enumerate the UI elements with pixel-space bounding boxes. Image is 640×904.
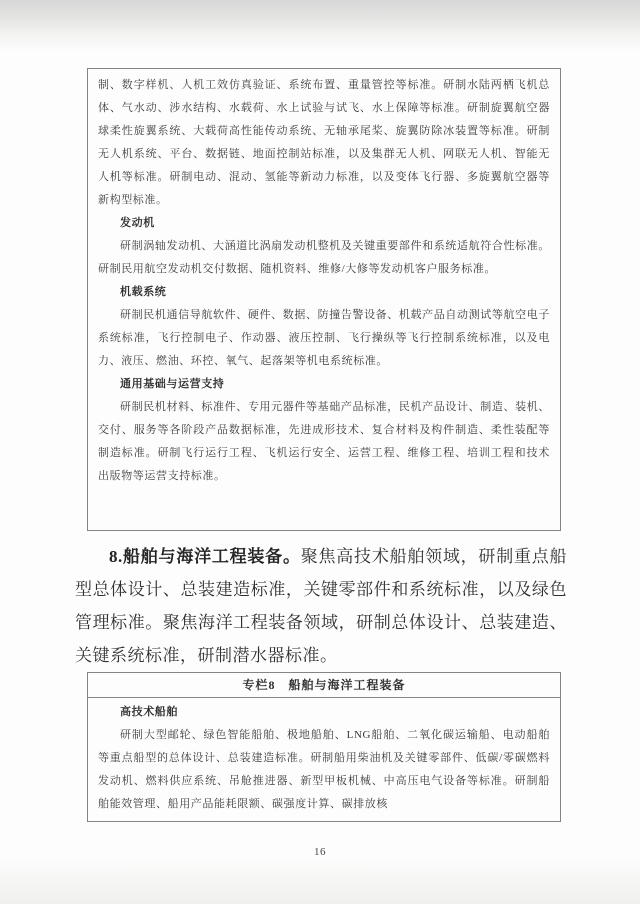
page-number: 16 — [314, 846, 326, 858]
heading-airborne-systems: 机载系统 — [120, 286, 167, 298]
engine-paragraph: 研制涡轴发动机、大涵道比涡扇发动机整机及关键重要部件和系统适航符合性标准。研制民用航空发动机交付数据、随机资料、维修/大修等发动机客户服务标准。 — [98, 240, 550, 275]
heading-high-tech-ships: 高技术船舶 — [120, 706, 178, 718]
scan-artifact-top — [0, 0, 640, 52]
high-tech-ships-paragraph: 研制大型邮轮、绿色智能船舶、极地船舶、LNG船舶、二氧化碳运输船、电动船舶等重点船型的总体设计、总装建造标准。研制船用柴油机及关键零部件、低碳/零碳燃料发动机、燃料供应系统、吊舱推进器、新型甲板机械、中高压电气设备等标准。研制船舶能效管理、船用产品能耗限额、碳强度计算、碳排放核 — [98, 729, 550, 810]
column-box-aviation — [87, 68, 561, 531]
airborne-systems-paragraph: 研制民机通信导航软件、硬件、数据、防撞告警设备、机载产品自动测试等航空电子系统标准，飞行控制电子、作动器、液压控制、飞行操纵等飞行控制系统标准，以及电力、液压、燃油、环控、氧气、起落架等机电系统标准。 — [98, 309, 550, 367]
general-basis-paragraph: 研制民机材料、标准件、专用元器件等基础产品标准，民机产品设计、制造、装机、交付、服务等各阶段产品数据标准，先进成形技术、复合材料及构件制造、柔性装配等制造标准。研制飞行运行工程、飞机运行安全、运营工程、维修工程、培训工程和技术出版物等运营支持标准。 — [98, 401, 550, 482]
aviation-continued-paragraph: 制、数字样机、人机工效仿真验证、系统布置、重量管控等标准。研制水陆两栖飞机总体、气水动、涉水结构、水载荷、水上试验与试飞、水上保障等标准。研制旋翼航空器球柔性旋翼系统、大载荷高性能传动系统、无轴承尾桨、旋翼防除冰装置等标准。研制无人机系统、平台、数据链、地面控制站标准，以及集群无人机、网联无人机、智能无人机等标准。研制电动、混动、氢能等新动力标准，以及变体飞行器、多旋翼航空器等新构型标准。 — [98, 79, 550, 206]
column-box-8-content — [88, 698, 560, 822]
section-8-body: 聚焦高技术船舶领域，研制重点船型总体设计、总装建造标准，关键零部件和系统标准，以及绿色管理标准。聚焦海洋工程装备领域，研制总体设计、总装建造、关键系统标准，研制潜水器标准。 — [75, 547, 568, 665]
heading-engine: 发动机 — [120, 217, 155, 229]
section-8-lead: 8.船舶与海洋工程装备。 — [109, 547, 301, 566]
column-box-8-title: 专栏8 船舶与海洋工程装备 — [88, 673, 560, 698]
heading-general-basis-operation-support: 通用基础与运营支持 — [120, 378, 225, 390]
section-8-paragraph — [75, 540, 567, 672]
column-box-8-ships — [87, 672, 561, 822]
